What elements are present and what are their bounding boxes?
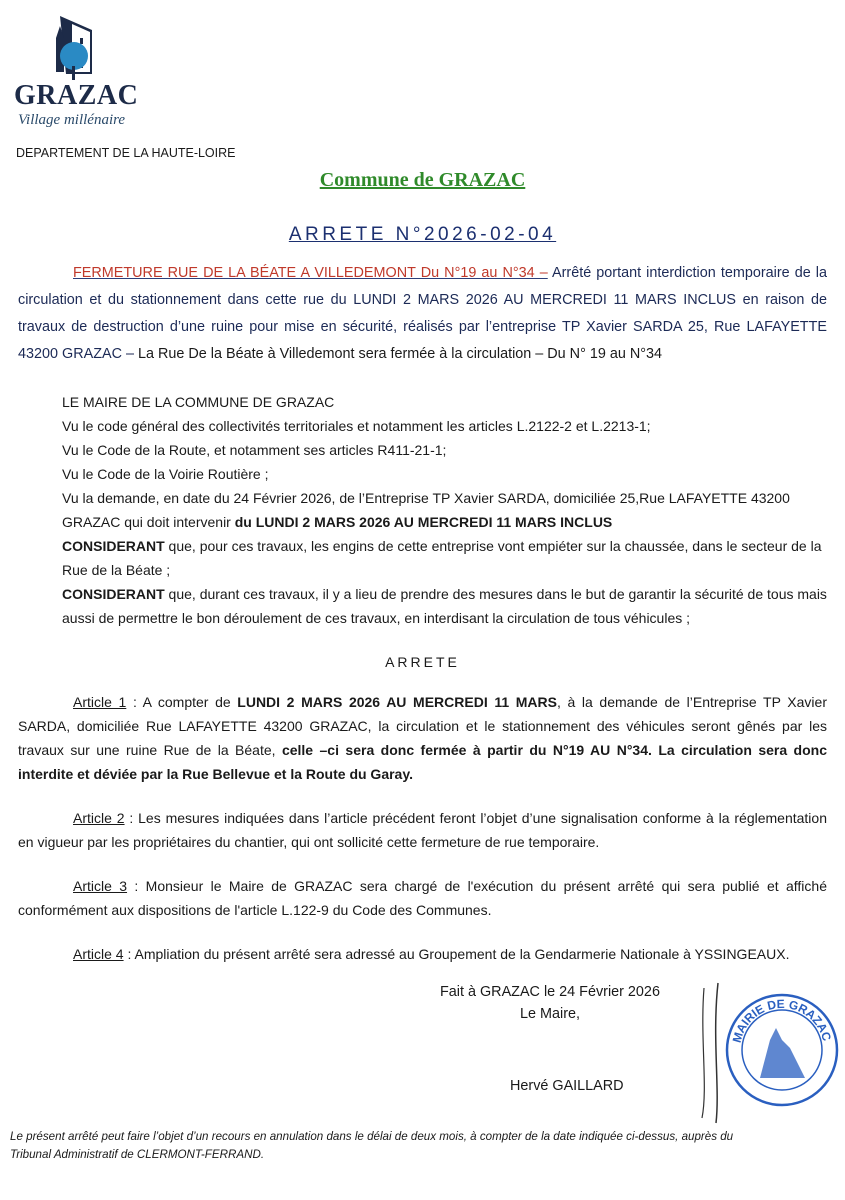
signatory-role: Le Maire, — [520, 1006, 580, 1022]
commune-title: Commune de GRAZAC — [319, 169, 526, 191]
arrete-number: ARRETE N°2026-02-04 — [288, 224, 557, 245]
official-stamp-icon — [690, 978, 840, 1128]
footer-note: Le présent arrêté peut faire l’objet d’un recours en annulation dans le délai de deux mois, à compter de la date indiquée ci-dessus, auprès du Tribunal Administratif de CLERMONT-FERRAND. — [10, 1130, 734, 1161]
article-3: Article 3 : Monsieur le Maire de GRAZAC sera chargé de l'exécution du présent arrêté qui sera publié et affiché conformément aux dispositions de l'article L.122-9 du Code des Communes. — [18, 878, 827, 918]
signature-block — [0, 978, 845, 1128]
place-date: Fait à GRAZAC le 24 Février 2026 — [440, 984, 660, 1000]
department: DEPARTEMENT DE LA HAUTE-LOIRE — [16, 146, 236, 160]
closure-title: FERMETURE RUE DE LA BÉATE A VILLEDEMONT Du N°19 au N°34 – — [73, 265, 548, 281]
intro-paragraph: FERMETURE RUE DE LA BÉATE A VILLEDEMONT Du N°19 au N°34 – Arrêté portant interdiction temporaire de la circulation et du stationnement dans cette rue du LUNDI 2 MARS 2026 AU MERCREDI 11 MARS INCLUS en raison de travaux de destruction d’une ruine pour mise en sécurité, réalisés par l’entreprise TP Xavier SARDA 25, Rue LAFAYETTE 43200 GRAZAC – La Rue De la Béate à Villedemont sera fermée à la circulation – Du N° 19 au N°34 — [18, 265, 827, 362]
article-4: Article 4 : Ampliation du présent arrêté sera adressé au Groupement de la Gendarmerie Nationale à YSSINGEAUX. — [73, 946, 790, 962]
article-2: Article 2 : Les mesures indiquées dans l’article précédent feront l’objet d’une signalisation conforme à la réglementation en vigueur par les propriétaires du chantier, qui ont sollicité cette fermeture de rue temporaire. — [18, 810, 827, 850]
arrete-heading: ARRETE — [385, 654, 460, 670]
logo-name: GRAZAC — [14, 80, 139, 111]
article-1: Article 1 : A compter de LUNDI 2 MARS 2026 AU MERCREDI 11 MARS, à la demande de l’Entreprise TP Xavier SARDA, domiciliée Rue LAFAYETTE 43200 GRAZAC, la circulation et le stationnement des véhicules seront gênés par les travaux sur une ruine Rue de la Béate, celle –ci sera donc fermée à partir du N°19 AU N°34. La circulation sera donc interdite et déviée par la Rue Bellevue et la Route du Garay. — [18, 694, 827, 782]
grazac-logo-icon — [14, 8, 124, 83]
letterhead — [0, 0, 845, 165]
preamble: LE MAIRE DE LA COMMUNE DE GRAZAC Vu le code général des collectivités territoriales et notamment les articles L.2122-2 et L.2213-1; Vu le Code de la Route, et notamment ses articles R411-21-1; Vu le Code de la Voirie Routière ; Vu la demande, en date du 24 Février 2026, de l’Entreprise TP Xavier SARDA, domiciliée 25,Rue LAFAYETTE 43200 GRAZAC qui doit intervenir du LUNDI 2 MARS 2026 AU MERCREDI 11 MARS INCLUS CONSIDERANT que, pour ces travaux, les engins de cette entreprise vont empiéter sur la chaussée, dans le secteur de la Rue de la Béate ; CONSIDERANT que, durant ces travaux, il y a lieu de prendre des mesures dans le but de garantir la sécurité de tous mais aussi de permettre le bon déroulement de ces travaux, en interdisant la circulation de tous véhicules ; — [62, 390, 827, 630]
document-body — [0, 169, 845, 966]
logo-tagline: Village millénaire — [18, 112, 126, 128]
signatory-name: Hervé GAILLARD — [510, 1078, 624, 1094]
svg-text:MAIRIE DE GRAZAC: MAIRIE DE GRAZAC — [729, 996, 834, 1045]
preamble-heading: LE MAIRE DE LA COMMUNE DE GRAZAC — [62, 394, 335, 410]
